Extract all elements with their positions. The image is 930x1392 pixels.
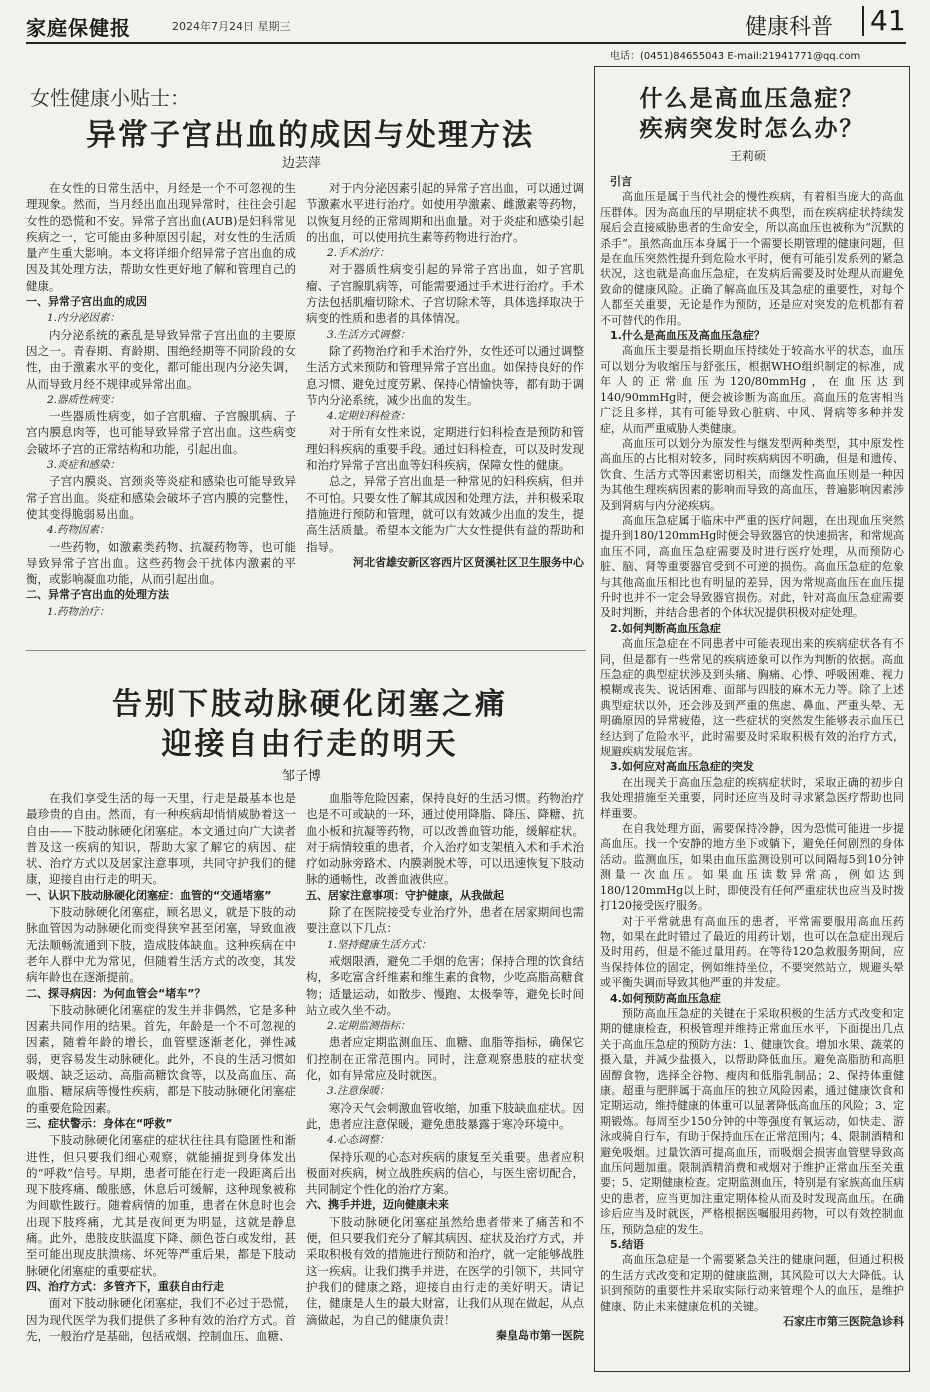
article1-title: 异常子宫出血的成因与处理方法 (86, 118, 534, 153)
paragraph: 患者应定期监测血压、血糖、血脂等指标，确保它们控制在正常范围内。同时，注意观察患肢的症状变化，如有异常应及时就医。 (306, 1035, 584, 1083)
author-affiliation: 河北省雄安新区容西片区贤溪社区卫生服务中心 (353, 555, 584, 569)
section-heading: 1.什么是高血压及高血压急症？ (610, 329, 765, 343)
subheading: 3.生活方式调整： (327, 328, 411, 341)
section-heading: 一、认识下肢动脉硬化闭塞症：血管的“交通堵塞” (26, 888, 272, 902)
paragraph: 一些药物，如激素类药物、抗凝药物等，也可能导致异常子宫出血。这些药物会干扰体内激素的平衡，或影响凝血功能，从而引起出血。 (26, 539, 296, 587)
article2-column-1 (26, 790, 296, 1344)
paragraph: 寒冷天气会刺激血管收缩，加重下肢缺血症状。因此，患者应注意保暖，避免患肢暴露于寒冷环境中。 (306, 1100, 584, 1131)
section-heading: 2.如何判断高血压急症 (610, 621, 721, 635)
article3-title-line-1: 什么是高血压急症？ (639, 85, 865, 112)
section-heading: 3.如何应对高血压急症的突发 (610, 760, 754, 774)
section-divider (26, 650, 586, 651)
subheading: 2.定期监测指标： (327, 1020, 411, 1033)
section-heading: 4.如何预防高血压急症 (610, 991, 721, 1005)
article2-title-line-1: 告别下肢动脉硬化闭塞之痛 (112, 687, 508, 722)
subheading: 4.药物因素： (47, 524, 110, 537)
paragraph: 高血压主要是指长期血压持续处于较高水平的状态，血压可以划分为收缩压与舒张压，根据WHO组织制定的标准，成年人的正常血压为120/80mmHg，在血压达到140/90mmHg时，便会被诊断为高血压。高血压的危害相当广泛且多样，其有可能导致心脏病、中风、肾病等多种并发症，从而严重威胁人类健康。 (600, 344, 904, 435)
article1-author: 边芸萍 (282, 156, 322, 171)
article1-column-2 (306, 180, 584, 571)
paragraph: 血脂等危险因素，保持良好的生活习惯。药物治疗也是不可或缺的一环，通过使用降脂、降压、降糖、抗血小板和抗凝等药物，可以改善血管功能，缓解症状。对于病情较重的患者，介入治疗如支架植入术和手术治疗如动脉旁路术、内膜剥脱术等，可以迅速恢复下肢动脉的通畅性，改善血液供应。 (306, 791, 584, 887)
article1-kicker: 女性健康小贴士： (30, 86, 190, 110)
section-heading: 四、治疗方式：多管齐下，重获自由行走 (26, 1279, 224, 1293)
masthead-rule (26, 42, 906, 44)
subheading: 2.手术治疗： (327, 247, 390, 260)
section-heading: 二、探寻病因：为何血管会“堵车”？ (26, 986, 206, 1000)
paragraph: 戒烟限酒，避免二手烟的危害；保持合理的饮食结构，多吃富含纤维素和维生素的食物，少吃高脂高糖食物；适量运动，如散步、慢跑、太极拳等，避免长时间站立或久坐不动。 (306, 953, 584, 1017)
paragraph: 保持乐观的心态对疾病的康复至关重要。患者应积极面对疾病，树立战胜疾病的信心，与医生密切配合，共同制定个性化的治疗方案。 (306, 1149, 584, 1197)
paragraph: 在我们享受生活的每一天里，行走是最基本也是最珍贵的自由。然而，有一种疾病却悄悄威胁着这一自由——下肢动脉硬化闭塞症。本文通过向广大读者普及这一疾病的知识，帮助大家了解它的病因、症状、治疗方式以及居家注意事项，共同守护我们的健康，迎接自由行走的明天。 (26, 791, 296, 887)
paragraph: 高血压急症是一个需要紧急关注的健康问题，但通过积极的生活方式改变和定期的健康监测，其风险可以大大降低。认识到预防的重要性并采取实际行动来管理个人的血压，是维护健康、防止未来健康危机的关键。 (600, 1253, 904, 1313)
masthead (0, 0, 930, 44)
paragraph: 高血压是属于当代社会的慢性疾病，有着相当庞大的高血压群体。因为高血压的早期症状不典型，而在疾病症状持续发展后会直接威胁患者的生命安全，所以高血压也被称为“沉默的杀手”。虽然高血压本身属于一个需要长期管理的健康问题，但是在血压突然性提升到危险水平时，便有可能引发系列的紧急状况，这也就是高血压急症，在发病后需要及时处理从而避免致命的健康风险。正确了解高血压及其急症的重要性，对每个人都至关重要，无论是作为预防，还是应对突发的危机都有着不可替代的作用。 (600, 190, 904, 327)
paragraph: 总之，异常子宫出血是一种常见的妇科疾病，但并不可怕。只要女性了解其成因和处理方法，并积极采取措施进行预防和管理，就可以有效减少出血的发生，提高生活质量。希望本文能为广大女性提供有益的帮助和指导。 (306, 474, 584, 554)
subheading: 3.炎症和感染： (47, 459, 121, 472)
paragraph: 下肢动脉硬化闭塞症虽然给患者带来了痛苦和不便，但只要我们充分了解其病因、症状及治疗方式，并采取积极有效的措施进行预防和治疗，就一定能够战胜这一疾病。让我们携手并进，在医学的引领下，共同守护我们的健康之路，迎接自由行走的美好明天。请记住，健康是人生的最大财富，让我们从现在做起，从点滴做起，为自己的健康负责！ (306, 1214, 584, 1327)
paragraph: 对于平常就患有高血压的患者，平常需要服用高血压药物，如果在此时错过了最近的用药计划，也可以在急症出现后及时用药，但是不能过量用药。在等待120急救服务期间，应当保持体位的固定，例如维持坐位，不要突然站立，规避头晕或平衡失调而导致其他严重的并发症。 (600, 914, 904, 990)
subheading: 3.注意保暖： (327, 1085, 390, 1098)
section-heading: 六、携手并进，迈向健康未来 (306, 1198, 449, 1212)
paragraph: 面对下肢动脉硬化闭塞症，我们不必过于恐慌，因为现代医学为我们提供了多种有效的治疗方式。首先，一般治疗是基础，包括戒烟、控制血压、血糖、 (26, 1296, 296, 1343)
article1-column-1 (26, 180, 296, 620)
paragraph: 预防高血压急症的关键在于采取积极的生活方式改变和定期的健康检查，积极管理并维持正常血压水平，下面提出几点关于高血压急症的预防方法：1、健康饮食。增加水果、蔬菜的摄入量，并减少盐摄入，以帮助降低血压。避免高脂肪和高胆固醇食物，选择全谷物、瘦肉和低脂乳制品；2、保持体重健康。超重与肥胖属于高血压的独立风险因素，通过健康饮食和定期运动，维持健康的体重可以显著降低高血压的风险；3、定期锻炼。每周至少150分钟的中等强度有氧运动，如快走、游泳或骑自行车，有助于保持血压在正常范围内；4、限制酒精和避免吸烟。过量饮酒可提高血压，而吸烟会损害血管壁导致高血压问题加重。限制酒精消费和戒烟对于维护正常血压至关重要；5、定期健康检查。定期监测血压，特别是有家族高血压病史的患者，应当更加注重定期体检从而及时发现高血压。在确诊后应当及时就医，严格根据医嘱服用药物，可以有效控制血压，预防急症的发生。 (600, 1006, 904, 1236)
section-heading: 引言 (610, 175, 632, 188)
paragraph: 对于内分泌因素引起的异常子宫出血，可以通过调节激素水平进行治疗。如使用孕激素、雌激素等药物，以恢复月经的正常周期和出血量。对于炎症和感染引起的出血，可以使用抗生素等药物进行治疗。 (306, 181, 584, 244)
paragraph: 一些器质性病变，如子宫肌瘤、子宫腺肌病、子宫内膜息肉等，也可能导致异常子宫出血。这些病变会破坏子宫的正常结构和功能，引起出血。 (26, 409, 296, 456)
paragraph: 对于所有女性来说，定期进行妇科检查是预防和管理妇科疾病的重要手段。通过妇科检查，可以及时发现和治疗异常子宫出血等妇科疾病，保障女性的健康。 (306, 425, 584, 473)
article3-title (594, 84, 910, 144)
masthead-divider (862, 6, 864, 36)
section-heading: 5.结语 (610, 1238, 644, 1252)
paragraph: 在女性的日常生活中，月经是一个不可忽视的生理现象。然而，当月经出血出现异常时，往往会引起女性的恐慌和不安。异常子宫出血(AUB)是妇科常见疾病之一，它可能由多种原因引起，对女性的生活质量产生重大影响。本文将详细介绍异常子宫出血的成因及其处理方法，帮助女性更好地了解和管理自己的健康。 (26, 181, 296, 293)
subheading: 4.定期妇科检查： (327, 410, 411, 423)
section-heading: 二、异常子宫出血的处理方法 (26, 588, 169, 602)
paragraph: 在出现关于高血压急症的疾病症状时，采取正确的初步自我处理措施至关重要，同时还应当及时寻求紧急医疗帮助也同样重要。 (600, 775, 904, 820)
paragraph: 高血压可以划分为原发性与继发型两种类型，其中原发性高血压的占比相对较多，同时疾病病因不明确，但是和遗传、饮食、生活方式等因素密切相关，而继发性高血压则是一种因为其他生理疾病因素的影响而导致的高血压，普遍影响因素涉及到肾病与内分泌疾病。 (600, 436, 904, 512)
paragraph: 高血压急症在不同患者中可能表现出来的疾病症状各有不同，但是都有一些常见的疾病迹象可以作为判断的依据。高血压急症的典型症状涉及到头痛、胸痛、心悸、呼吸困难、视力模糊或丧失、说话困难、面部与四肢的麻木无力等。除了上述典型症状以外，还会涉及到严重的焦虑、鼻血、严重头晕、无明确原因的异常疲倦，这一些症状的突然发生能够表示血压已经达到了危险水平，此时需要及时采取积极有效的治疗方式，规避疾病发展危害。 (600, 637, 904, 759)
subheading: 1.药物治疗： (47, 605, 110, 618)
paragraph: 下肢动脉硬化闭塞症的症状往往具有隐匿性和渐进性，但只要我们细心观察，就能捕捉到身体发出的“呼救”信号。早期，患者可能在行走一段距离后出现下肢疼痛、酸胀感，休息后可缓解，这种现象被称为间歇性跛行。随着病情的加重，患者在休息时也会出现下肢疼痛，尤其是夜间更为明显，这就是静息痛。此外，患肢皮肤温度下降、颜色苍白或发绀，甚至可能出现皮肤溃疡、坏死等严重后果，都是下肢动脉硬化闭塞症的重要症状。 (26, 1133, 296, 1278)
paragraph: 除了药物治疗和手术治疗外，女性还可以通过调整生活方式来预防和管理异常子宫出血。如保持良好的作息习惯、避免过度劳累、保持心情愉快等，都有助于调节内分泌系统，减少出血的发生。 (306, 343, 584, 407)
paragraph: 内分泌系统的紊乱是导致异常子宫出血的主要原因之一。青春期、育龄期、围绝经期等不同阶段的女性，由于激素水平的变化，都可能出现内分泌失调，从而导致月经不规律或异常出血。 (26, 327, 296, 391)
section-heading: 一、异常子宫出血的成因 (26, 295, 147, 309)
author-affiliation: 石家庄市第三医院急诊科 (783, 1315, 904, 1329)
article2-column-2 (306, 790, 584, 1344)
paragraph: 下肢动脉硬化闭塞症，顾名思义，就是下肢的动脉血管因为动脉硬化而变得狭窄甚至闭塞，导致血液无法顺畅流通到下肢，造成肢体缺血。这种疾病在中老年人群中尤为常见，但随着生活方式的改变，其发病年龄也在逐渐提前。 (26, 905, 296, 985)
article2-title (30, 685, 590, 765)
article3-title-line-2: 疾病突发时怎么办？ (639, 115, 865, 142)
paragraph: 下肢动脉硬化闭塞症的发生并非偶然，它是多种因素共同作用的结果。首先，年龄是一个不可忽视的因素，随着年龄的增长，血管壁逐渐老化，弹性减弱，更容易发生动脉硬化。此外，不良的生活习惯如吸烟、缺乏运动、高脂高糖饮食等，以及高血压、高血脂、糖尿病等慢性疾病，都是下肢动脉硬化闭塞症的重要危险因素。 (26, 1002, 296, 1115)
issue-date: 2024年7月24日 星期三 (172, 20, 291, 33)
subheading: 2.器质性病变： (47, 393, 121, 406)
paragraph: 除了在医院接受专业治疗外，患者在居家期间也需要注意以下几点： (306, 905, 584, 936)
subheading: 1.内分泌因素： (47, 312, 121, 325)
subheading: 4.心态调整： (327, 1134, 390, 1147)
section-name: 健康科普 (745, 15, 834, 40)
author-affiliation: 秦皇岛市第一医院 (496, 1328, 584, 1342)
article3-author: 王莉硕 (730, 149, 767, 163)
section-heading: 五、居家注意事项：守护健康，从我做起 (306, 888, 504, 902)
newspaper-name: 家庭保健报 (26, 16, 131, 40)
article2-title-line-2: 迎接自由行走的明天 (161, 727, 459, 762)
page-number: 41 (870, 4, 906, 37)
paragraph: 子宫内膜炎、宫颈炎等炎症和感染也可能导致异常子宫出血。炎症和感染会破坏子宫内膜的完整性，使其变得脆弱易出血。 (26, 474, 296, 521)
paragraph: 高血压急症属于临床中严重的医疗问题，在出现血压突然提升到180/120mmHg时便会导致器官的快速损害，和常规高血压不同，高血压急症需要及时进行医疗处理，从而预防心脏、脑、肾等重要器官受到不可逆的损伤。高血压急症的危象与其他高血压相比也有明显的差异，因为常规高血压在血压提升时也并不一定会导致器官损伤。对此，针对高血压急症需要及时判断，并结合患者的个体状况提供积极对症处理。 (600, 513, 904, 620)
paragraph: 对于器质性病变引起的异常子宫出血，如子宫肌瘤、子宫腺肌病等，可能需要通过手术进行治疗。手术方法包括肌瘤切除术、子宫切除术等，具体选择取决于病变的性质和患者的具体情况。 (306, 262, 584, 326)
article2-author: 邹子博 (282, 769, 322, 784)
article3-body (600, 174, 904, 1329)
section-heading: 三、症状警示：身体在“呼救” (26, 1116, 173, 1130)
paragraph: 在自我处理方面，需要保持冷静，因为恐慌可能进一步提高血压。找一个安静的地方坐下或躺下，避免任何剧烈的身体活动。监测血压，如果由血压监测设别可以间隔每5到10分钟测量一次血压。如果血压读数异常高，例如达到180/120mmHg以上时，即使没有任何严重症状也应当及时拨打120接受医疗服务。 (600, 822, 904, 913)
subheading: 1.坚持健康生活方式： (327, 938, 432, 951)
contact-line: 电话：(0451)84655043 E-mail:21941771@qq.com (610, 51, 861, 62)
